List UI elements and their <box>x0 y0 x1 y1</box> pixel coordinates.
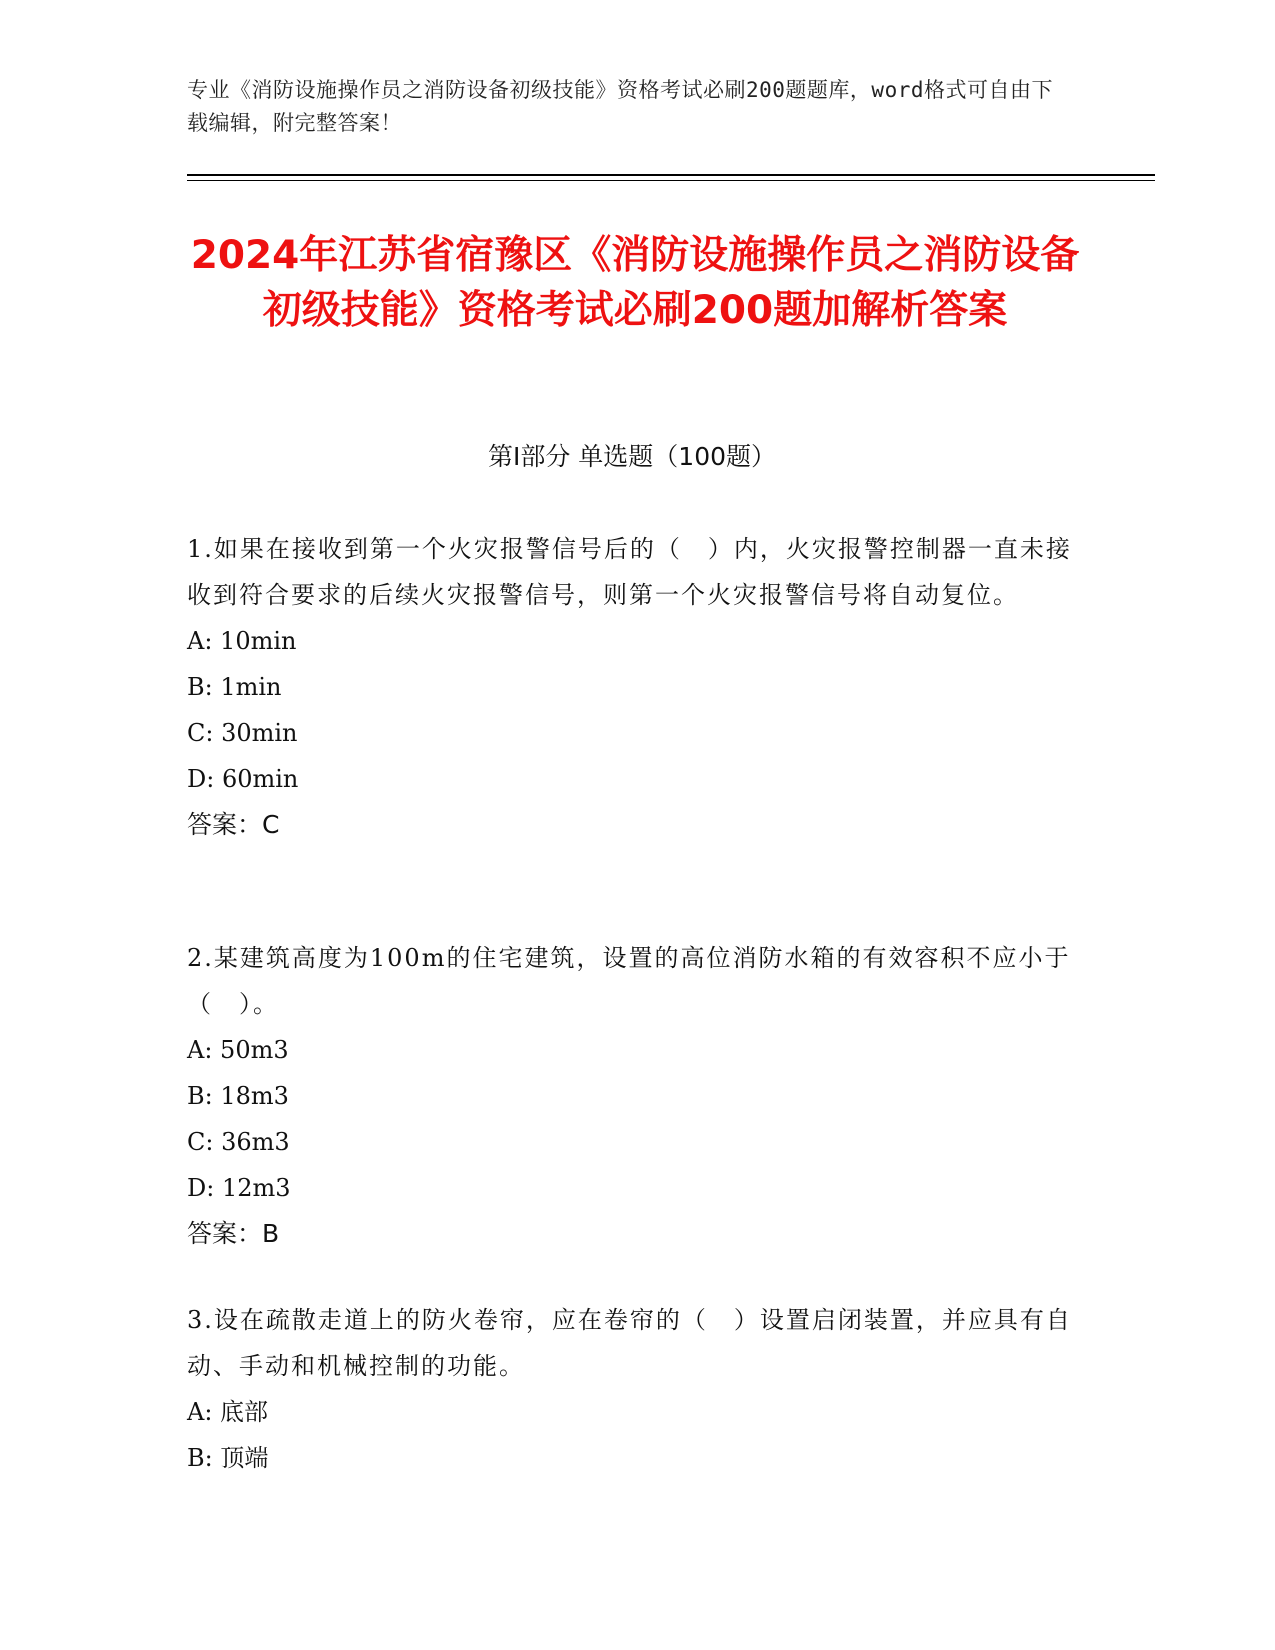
header-divider-thin <box>187 180 1155 181</box>
option-a: A: 10min <box>187 627 297 655</box>
question-1 <box>187 526 1077 848</box>
option-d: D: 60min <box>187 765 299 793</box>
option-a: A: 50m3 <box>187 1036 289 1064</box>
answer: 答案：C <box>187 810 280 839</box>
answer: 答案：B <box>187 1219 280 1248</box>
question-stem: 3.设在疏散走道上的防火卷帘，应在卷帘的（ ）设置启闭装置，并应具有自动、手动和机械控制的功能。 <box>187 1306 1072 1380</box>
option-c: C: 36m3 <box>187 1128 290 1156</box>
option-b: B: 1min <box>187 673 282 701</box>
option-c: C: 30min <box>187 719 298 747</box>
section-title: 第I部分 单选题（100题） <box>487 442 777 471</box>
option-d: D: 12m3 <box>187 1174 291 1202</box>
question-stem: 1.如果在接收到第一个火灾报警信号后的（ ）内，火灾报警控制器一直未接收到符合要求的后续火灾报警信号，则第一个火灾报警信号将自动复位。 <box>187 535 1072 609</box>
question-stem: 2.某建筑高度为100m的住宅建筑，设置的高位消防水箱的有效容积不应小于（ ）。 <box>187 944 1071 1018</box>
option-b: B: 18m3 <box>187 1082 289 1110</box>
question-3 <box>187 1297 1077 1481</box>
header-divider-thick <box>187 174 1155 176</box>
document-title: 2024年江苏省宿豫区《消防设施操作员之消防设备初级技能》资格考试必刷200题加解析答案 <box>190 233 1080 333</box>
header-note: 专业《消防设施操作员之消防设备初级技能》资格考试必刷200题题库，word格式可自由下载编辑，附完整答案！ <box>187 78 1053 135</box>
option-a: A: 底部 <box>187 1398 269 1426</box>
question-2 <box>187 935 1077 1257</box>
option-b: B: 顶端 <box>187 1444 269 1472</box>
